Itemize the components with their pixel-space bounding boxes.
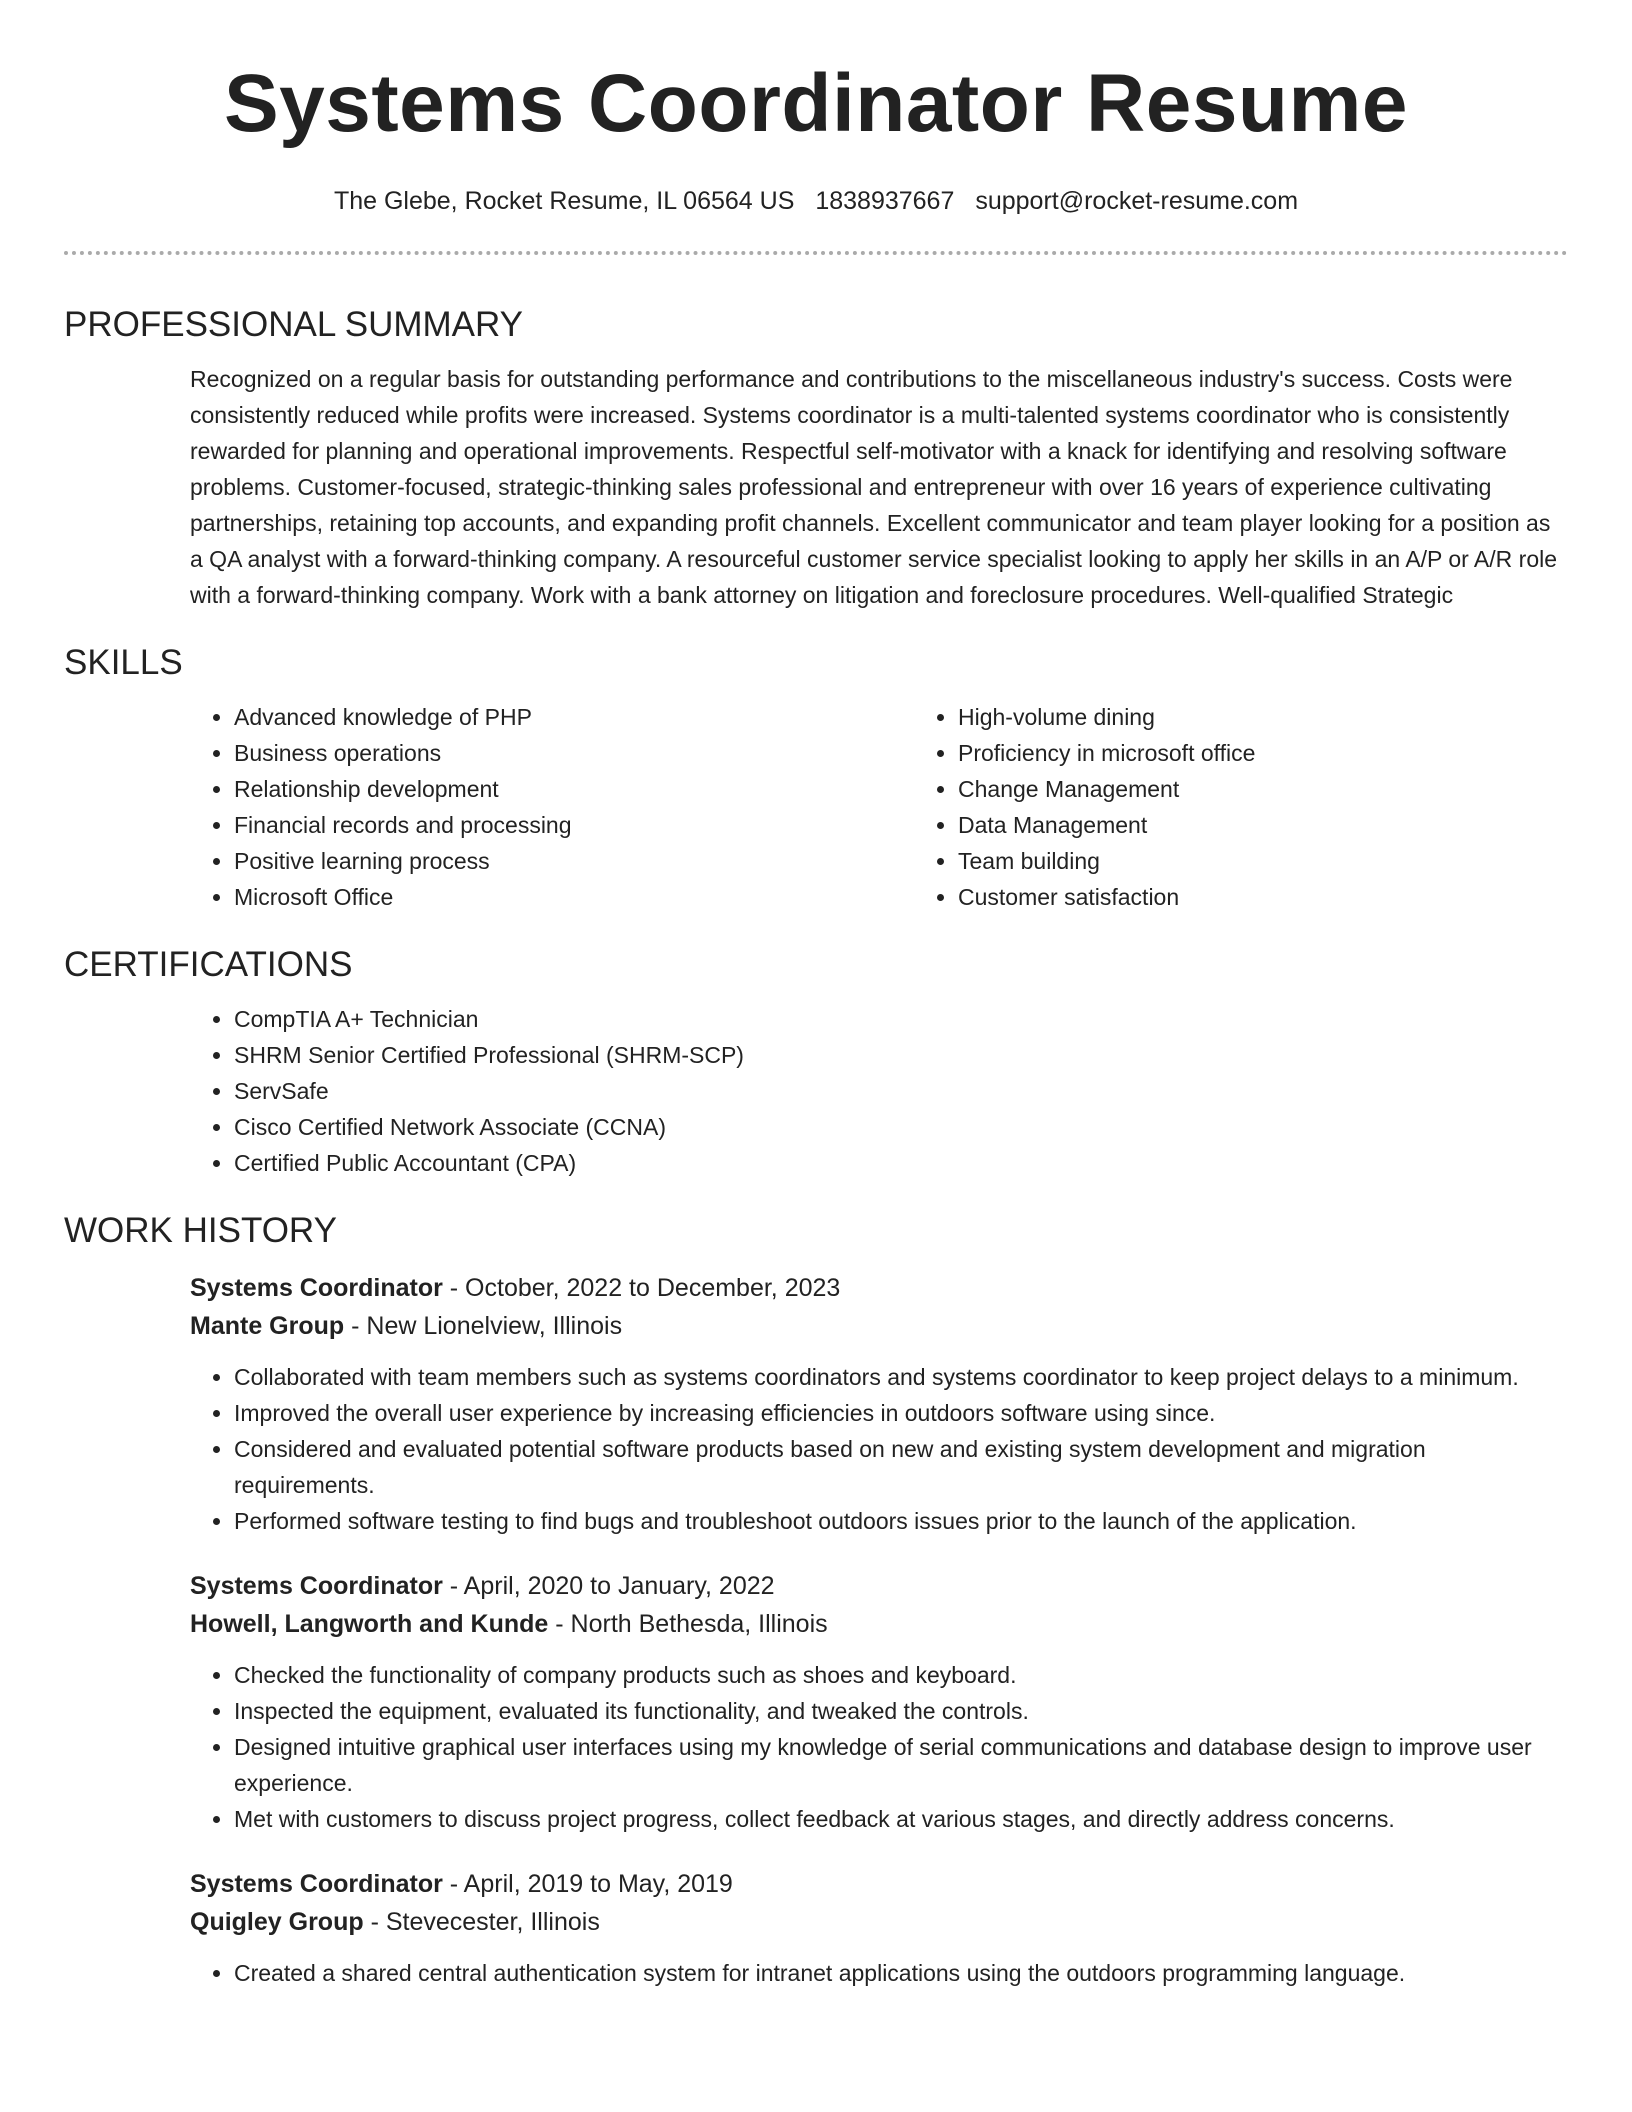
skill-item: • High-volume dining [958, 699, 1632, 735]
contact-email: support@rocket-resume.com [975, 187, 1299, 215]
job-dates: - April, 2020 to January, 2022 [442, 1572, 775, 1600]
job-bullets [190, 1955, 1568, 1991]
job-company-line [190, 1605, 1568, 1643]
job-role: Systems Coordinator [190, 1572, 443, 1600]
summary-section [64, 303, 1568, 613]
job-company-line [190, 1307, 1568, 1345]
job-bullet: • Inspected the equipment, evaluated its functionality, and tweaked the controls. [234, 1693, 1568, 1729]
contact-line [64, 185, 1568, 217]
skill-item: • Team building [958, 843, 1632, 879]
summary-heading: PROFESSIONAL SUMMARY [64, 305, 523, 344]
certification-item: • Certified Public Accountant (CPA) [234, 1145, 1568, 1181]
certifications-section [64, 943, 1568, 1181]
job-bullet: • Met with customers to discuss project progress, collect feedback at various stages, and directly address concerns. [234, 1801, 1568, 1837]
skills-section [64, 641, 1568, 915]
job-location: - North Bethesda, Illinois [548, 1610, 828, 1638]
job-bullet: • Collaborated with team members such as systems coordinators and systems coordinator to keep project delays to a minimum. [234, 1359, 1568, 1395]
job-company-line [190, 1903, 1568, 1941]
skills-list-left [190, 699, 914, 915]
job-dates: - October, 2022 to December, 2023 [442, 1274, 841, 1302]
certification-item: • ServSafe [234, 1073, 1568, 1109]
job-entry [190, 1567, 1568, 1837]
header-divider [64, 251, 1568, 255]
job-company: Quigley Group [190, 1908, 364, 1936]
job-title-line [190, 1269, 1568, 1307]
job-bullet: • Considered and evaluated potential software products based on new and existing system development and migration requirements. [234, 1431, 1568, 1503]
work-history-heading: WORK HISTORY [64, 1211, 337, 1250]
certification-item: • Cisco Certified Network Associate (CCNA) [234, 1109, 1568, 1145]
job-location: - New Lionelview, Illinois [344, 1312, 623, 1340]
job-bullet: • Created a shared central authentication system for intranet applications using the outdoors programming language. [234, 1955, 1568, 1991]
skill-item: • Data Management [958, 807, 1632, 843]
resume-title: Systems Coordinator Resume [223, 58, 1409, 149]
job-title-line [190, 1865, 1568, 1903]
job-entry [190, 1865, 1568, 1991]
certification-item: • CompTIA A+ Technician [234, 1001, 1568, 1037]
skill-item: • Customer satisfaction [958, 879, 1632, 915]
job-bullets [190, 1359, 1568, 1539]
summary-text: Recognized on a regular basis for outstanding performance and contributions to the miscellaneous industry's success. Costs were consistently reduced while profits were increased. Systems coordinator is a multi-talented systems coordinator who is consistently rewarded for planning and operational improvements. Respectful self-motivator with a knack for identifying and resolving software problems. Customer-focused, strategic-thinking sales professional and entrepreneur with over 16 years of experience cultivating partnerships, retaining top accounts, and expanding profit channels. Excellent communicator and team player looking for a position as a QA analyst with a forward-thinking company. A resourceful customer service specialist looking to apply her skills in an A/P or A/R role with a forward-thinking company. Work with a bank attorney on litigation and foreclosure procedures. Well-qualified Strategic [190, 366, 1558, 608]
job-location: - Stevecester, Illinois [363, 1908, 600, 1936]
skills-heading: SKILLS [64, 643, 183, 682]
job-bullet: • Performed software testing to find bugs and troubleshoot outdoors issues prior to the launch of the application. [234, 1503, 1568, 1539]
skills-list-right [914, 699, 1632, 915]
job-bullet: • Designed intuitive graphical user interfaces using my knowledge of serial communications and database design to improve user experience. [234, 1729, 1568, 1801]
job-bullets [190, 1657, 1568, 1837]
job-entry [190, 1269, 1568, 1539]
job-role: Systems Coordinator [190, 1870, 443, 1898]
job-company: Mante Group [190, 1312, 345, 1340]
job-bullet: • Improved the overall user experience by increasing efficiencies in outdoors software using since. [234, 1395, 1568, 1431]
certifications-heading: CERTIFICATIONS [64, 945, 353, 984]
skill-item: • Advanced knowledge of PHP [234, 699, 914, 735]
job-bullet: • Checked the functionality of company products such as shoes and keyboard. [234, 1657, 1568, 1693]
skill-item: • Change Management [958, 771, 1632, 807]
certifications-list [190, 1001, 1568, 1181]
skill-item: • Microsoft Office [234, 879, 914, 915]
job-role: Systems Coordinator [190, 1274, 443, 1302]
skill-item: • Positive learning process [234, 843, 914, 879]
contact-phone: 1838937667 [815, 187, 955, 215]
skill-item: • Business operations [234, 735, 914, 771]
skill-item: • Proficiency in microsoft office [958, 735, 1632, 771]
skill-item: • Financial records and processing [234, 807, 914, 843]
job-dates: - April, 2019 to May, 2019 [442, 1870, 733, 1898]
certification-item: • SHRM Senior Certified Professional (SHRM-SCP) [234, 1037, 1568, 1073]
skills-columns [190, 699, 1568, 915]
contact-address: The Glebe, Rocket Resume, IL 06564 US [333, 187, 795, 215]
job-company: Howell, Langworth and Kunde [190, 1610, 549, 1638]
certifications-block [190, 1001, 1568, 1181]
job-title-line [190, 1567, 1568, 1605]
skill-item: • Relationship development [234, 771, 914, 807]
work-history-section [64, 1209, 1568, 1991]
